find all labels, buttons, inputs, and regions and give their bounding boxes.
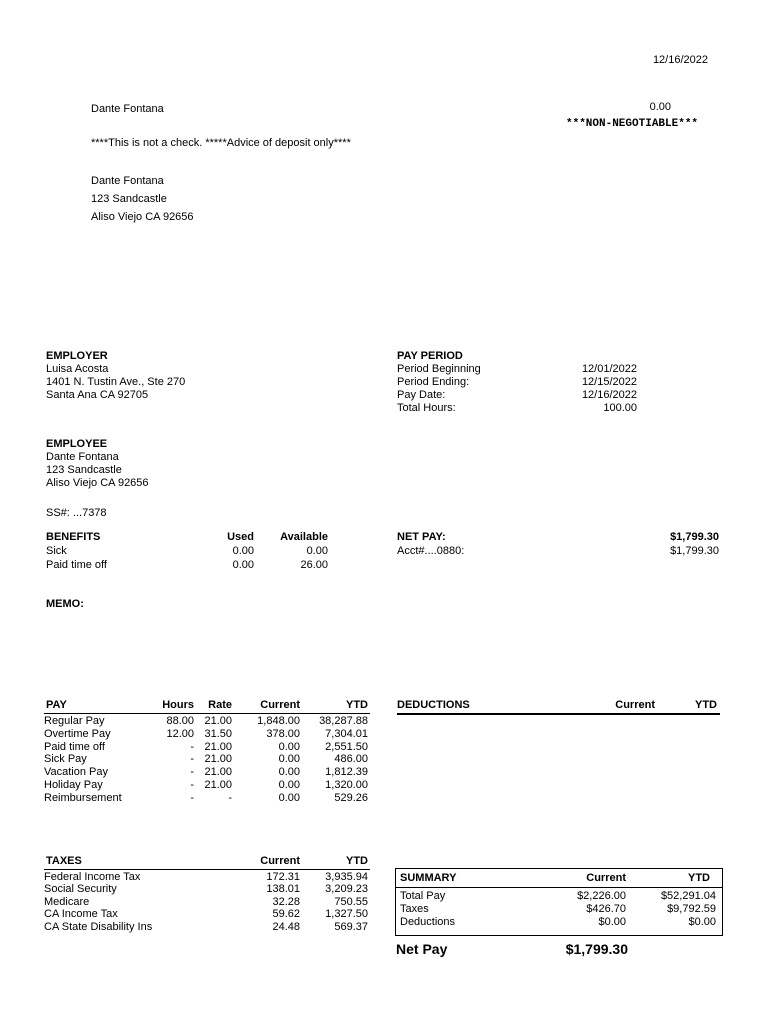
benefits-used-header: Used — [227, 531, 254, 543]
pay-ytd: 1,812.39 — [325, 766, 368, 779]
employee-line: Dante Fontana — [46, 451, 119, 463]
taxes-header-rule — [44, 869, 370, 870]
pay-period-value: 12/01/2022 — [581, 363, 637, 375]
summary-ytd: $9,792.59 — [667, 903, 716, 915]
tax-name: Social Security — [44, 883, 117, 896]
pay-table — [44, 699, 372, 805]
pay-rate: 21.00 — [204, 778, 232, 791]
benefits-heading: BENEFITS — [46, 531, 101, 543]
pay-row — [44, 766, 372, 779]
pay-item-name: Paid time off — [44, 740, 105, 753]
address-line: 123 Sandcastle — [91, 193, 167, 205]
summary-ytd: $0.00 — [688, 916, 716, 928]
tax-row — [44, 896, 372, 908]
benefit-name: Paid time off — [46, 559, 107, 571]
pay-current: 378.00 — [266, 727, 300, 740]
advice-notice: ****This is not a check. *****Advice of deposit only**** — [91, 137, 351, 149]
tax-name: Federal Income Tax — [44, 871, 141, 883]
pay-item-name: Sick Pay — [44, 753, 87, 766]
pay-current: 0.00 — [278, 778, 300, 791]
net-pay-footer-label: Net Pay — [396, 941, 448, 957]
account-label: Acct#....0880: — [397, 545, 465, 557]
pay-ytd: 486.00 — [334, 753, 368, 766]
deductions-heading: DEDUCTIONS — [397, 699, 470, 711]
pay-hours: - — [190, 753, 194, 766]
pay-hours: - — [190, 740, 194, 753]
check-date: 12/16/2022 — [652, 54, 708, 66]
summary-current: $0.00 — [598, 916, 626, 928]
pay-ytd: 38,287.88 — [319, 715, 368, 727]
pay-rate: 21.00 — [204, 766, 232, 779]
pay-row — [44, 728, 372, 741]
non-negotiable-label: ***NON-NEGOTIABLE*** — [566, 118, 699, 130]
benefit-name: Sick — [46, 545, 67, 557]
tax-row — [44, 883, 372, 895]
payee-name: Dante Fontana — [91, 103, 164, 115]
employer-line: Luisa Acosta — [46, 363, 109, 375]
tax-ytd: 3,209.23 — [325, 883, 368, 896]
pay-period-label: Period Ending: — [397, 376, 470, 388]
pay-period-value: 12/16/2022 — [581, 389, 637, 401]
summary-item-name: Taxes — [400, 903, 429, 915]
benefit-available: 0.00 — [306, 545, 328, 557]
pay-current: 0.00 — [278, 766, 300, 779]
employee-line: 123 Sandcastle — [46, 464, 122, 476]
summary-item-name: Total Pay — [400, 890, 446, 902]
pay-current: 1,848.00 — [257, 715, 300, 727]
pay-hours: - — [190, 766, 194, 779]
pay-row — [44, 741, 372, 754]
pay-ytd: 7,304.01 — [325, 727, 368, 740]
pay-row — [44, 779, 372, 792]
pay-header-row — [44, 699, 372, 713]
pay-rate: 21.00 — [204, 753, 232, 766]
benefit-used: 0.00 — [232, 545, 254, 557]
pay-period-label: Total Hours: — [397, 402, 456, 414]
pay-ytd-header: YTD — [346, 699, 368, 711]
summary-current-header: Current — [586, 872, 626, 884]
benefit-row — [46, 545, 330, 558]
summary-ytd: $52,291.04 — [660, 890, 716, 902]
benefit-row — [46, 559, 330, 572]
pay-period-label: Period Beginning — [397, 363, 481, 375]
benefits-table — [46, 531, 330, 572]
tax-ytd: 750.55 — [334, 895, 368, 908]
tax-current: 32.28 — [272, 895, 300, 908]
net-pay-footer-amount: $1,799.30 — [565, 941, 628, 957]
tax-row — [44, 921, 372, 933]
summary-row — [396, 903, 722, 916]
employer-heading: EMPLOYER — [46, 350, 108, 362]
pay-item-name: Holiday Pay — [44, 778, 103, 791]
tax-ytd: 3,935.94 — [325, 871, 368, 883]
tax-name: Medicare — [44, 895, 90, 908]
address-line: Aliso Viejo CA 92656 — [91, 211, 194, 223]
tax-current: 24.48 — [272, 920, 300, 933]
pay-period-values — [560, 363, 637, 415]
benefit-available: 26.00 — [300, 559, 328, 571]
taxes-ytd-header: YTD — [346, 855, 368, 867]
net-pay-block — [397, 531, 719, 558]
summary-box — [395, 868, 723, 936]
summary-ytd-header: YTD — [688, 872, 710, 884]
tax-current: 59.62 — [272, 908, 300, 921]
pay-rate: 21.00 — [204, 740, 232, 753]
employer-block — [46, 350, 185, 402]
deductions-table — [397, 699, 719, 713]
tax-ytd: 1,327.50 — [325, 908, 368, 921]
deductions-current-header: Current — [615, 699, 655, 711]
pay-item-name: Vacation Pay — [44, 766, 109, 779]
memo-label: MEMO: — [46, 598, 84, 610]
pay-current: 0.00 — [278, 753, 300, 766]
address-line: Dante Fontana — [91, 175, 164, 187]
tax-ytd: 569.37 — [334, 920, 368, 933]
ssn-masked: SS#: ...7378 — [46, 507, 107, 519]
net-pay-label: NET PAY: — [397, 531, 446, 543]
pay-header-rule — [44, 713, 370, 714]
pay-rate: - — [228, 791, 232, 804]
summary-header-rule — [396, 887, 722, 888]
pay-rate-header: Rate — [208, 699, 232, 711]
account-amount: $1,799.30 — [670, 545, 719, 557]
pay-period-block — [397, 350, 481, 415]
taxes-current-header: Current — [260, 855, 300, 867]
summary-current: $426.70 — [586, 903, 626, 915]
pay-item-name: Reimbursement — [44, 791, 122, 804]
pay-rate: 31.50 — [204, 727, 232, 740]
tax-row — [44, 871, 372, 883]
pay-period-heading: PAY PERIOD — [397, 350, 463, 362]
pay-row — [44, 792, 372, 805]
pay-row — [44, 753, 372, 766]
check-amount: 0.00 — [649, 101, 671, 113]
employer-line: Santa Ana CA 92705 — [46, 389, 149, 401]
pay-row — [44, 715, 372, 728]
net-pay-amount: $1,799.30 — [670, 531, 719, 543]
employer-line: 1401 N. Tustin Ave., Ste 270 — [46, 376, 186, 388]
pay-current: 0.00 — [278, 740, 300, 753]
summary-row — [396, 916, 722, 929]
pay-ytd: 2,551.50 — [325, 740, 368, 753]
tax-name: CA Income Tax — [44, 908, 118, 921]
pay-heading: PAY — [46, 699, 67, 711]
pay-current-header: Current — [260, 699, 300, 711]
pay-ytd: 529.26 — [334, 791, 368, 804]
summary-item-name: Deductions — [400, 916, 456, 928]
benefits-available-header: Available — [280, 531, 328, 543]
tax-current: 138.01 — [266, 883, 300, 896]
pay-hours: 88.00 — [166, 715, 194, 727]
pay-period-value: 12/15/2022 — [581, 376, 637, 388]
pay-hours: - — [190, 791, 194, 804]
summary-row — [396, 890, 722, 903]
summary-current: $2,226.00 — [577, 890, 626, 902]
tax-row — [44, 908, 372, 920]
pay-rate: 21.00 — [204, 715, 232, 727]
tax-name: CA State Disability Ins — [44, 920, 153, 933]
deductions-ytd-header: YTD — [695, 699, 717, 711]
pay-item-name: Regular Pay — [44, 715, 105, 727]
employee-line: Aliso Viejo CA 92656 — [46, 477, 149, 489]
deductions-header-rule — [397, 713, 720, 715]
pay-ytd: 1,320.00 — [325, 778, 368, 791]
tax-current: 172.31 — [266, 871, 300, 883]
pay-item-name: Overtime Pay — [44, 727, 111, 740]
employee-block — [46, 438, 149, 490]
pay-period-value: 100.00 — [603, 402, 637, 414]
summary-heading: SUMMARY — [400, 872, 457, 884]
employee-heading: EMPLOYEE — [46, 438, 108, 450]
pay-hours-header: Hours — [162, 699, 194, 711]
pay-hours: 12.00 — [166, 727, 194, 740]
taxes-heading: TAXES — [46, 855, 82, 867]
pay-hours: - — [190, 778, 194, 791]
mailing-address — [91, 172, 194, 226]
benefit-used: 0.00 — [232, 559, 254, 571]
pay-period-label: Pay Date: — [397, 389, 446, 401]
taxes-table — [44, 855, 372, 933]
pay-current: 0.00 — [278, 791, 300, 804]
